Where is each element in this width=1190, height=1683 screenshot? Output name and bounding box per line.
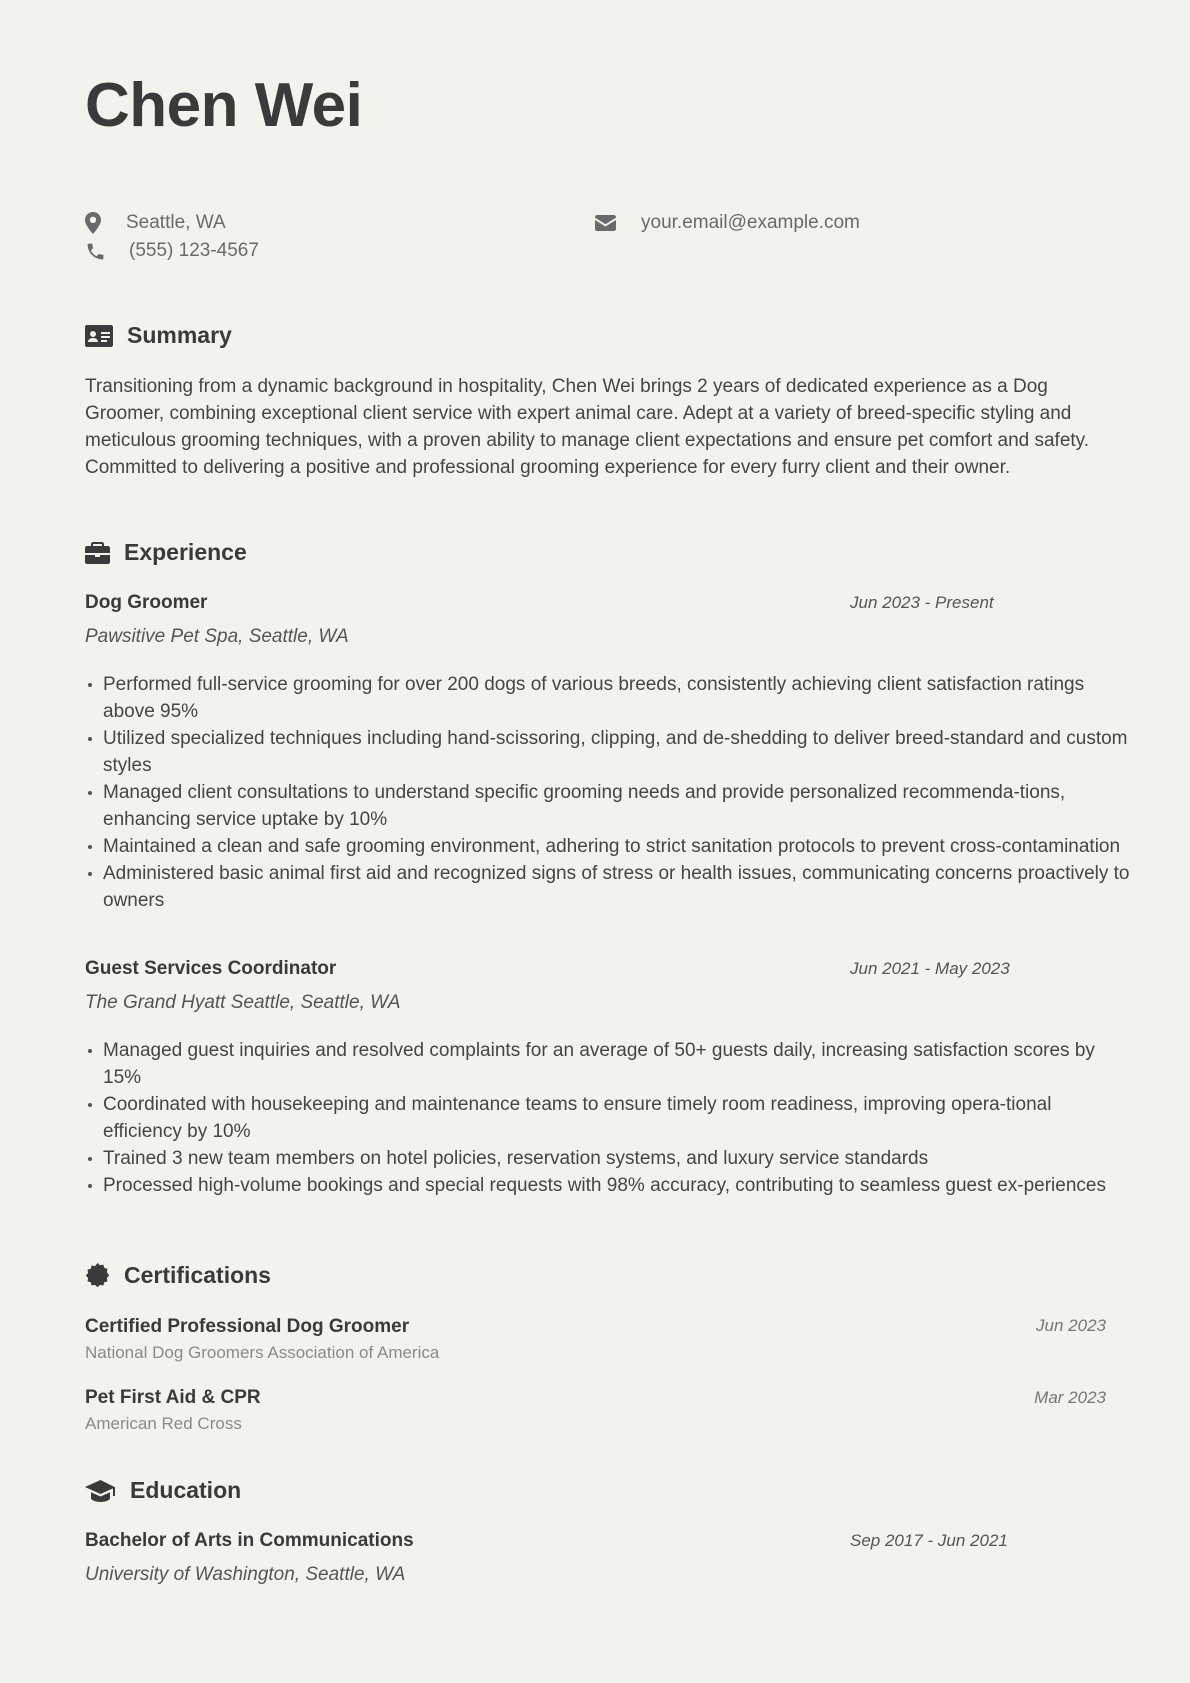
list-item: Utilized specialized techniques including hand-scissoring, clipping, and de-shedding to deliver breed-standard and custom styles — [103, 725, 1133, 779]
certifications-heading-text: Certifications — [124, 1262, 271, 1288]
list-item: Maintained a clean and safe grooming environment, adhering to strict sanitation protocols to prevent cross-contamination — [103, 833, 1133, 860]
list-item: Administered basic animal first aid and recognized signs of stress or health issues, communicating concerns proactively to owners — [103, 860, 1133, 914]
contact-location — [85, 212, 226, 234]
phone-text: (555) 123-4567 — [129, 240, 259, 261]
envelope-icon — [595, 215, 616, 231]
section-experience-heading — [85, 539, 247, 566]
location-text: Seattle, WA — [126, 212, 226, 233]
job-company: Pawsitive Pet Spa, Seattle, WA — [85, 626, 349, 647]
briefcase-icon — [85, 542, 110, 564]
job-dates: Jun 2023 - Present — [850, 593, 994, 612]
job-title: Dog Groomer — [85, 592, 208, 613]
list-item: Managed client consultations to understand specific grooming needs and provide personalized recommenda-tions, enhancing service uptake by 10% — [103, 779, 1133, 833]
summary-paragraph: Transitioning from a dynamic background in hospitality, Chen Wei brings 2 years of dedicated experience as a Dog Groomer, combining exceptional client service with expert animal care. Adept at a variety of breed-specific styling and meticulous grooming techniques, with a proven ability to manage client expectations and ensure pet comfort and safety. Committed to delivering a positive and professional grooming experience for every furry client and their owner. — [85, 376, 1090, 478]
candidate-name: Chen Wei — [85, 71, 363, 140]
list-item: Managed guest inquiries and resolved complaints for an average of 50+ guests daily, increasing satisfaction scores by 15% — [103, 1037, 1133, 1091]
job-bullets — [85, 671, 1133, 914]
email-text: your.email@example.com — [641, 212, 860, 233]
section-education-heading — [85, 1477, 241, 1504]
phone-icon — [85, 241, 106, 262]
job-company: The Grand Hyatt Seattle, Seattle, WA — [85, 992, 401, 1013]
section-summary-heading — [85, 322, 232, 349]
job-title: Guest Services Coordinator — [85, 958, 337, 979]
contact-email — [595, 212, 860, 234]
contact-phone — [85, 240, 259, 262]
section-certifications-heading — [85, 1262, 271, 1289]
degree-name: Bachelor of Arts in Communications — [85, 1530, 414, 1551]
cert-name: Pet First Aid & CPR — [85, 1387, 261, 1408]
experience-heading-text: Experience — [124, 539, 247, 565]
cert-date: Mar 2023 — [1034, 1388, 1106, 1407]
job-dates: Jun 2021 - May 2023 — [850, 959, 1010, 978]
job-bullets — [85, 1037, 1133, 1199]
school-name: University of Washington, Seattle, WA — [85, 1564, 406, 1585]
list-item: Coordinated with housekeeping and maintenance teams to ensure timely room readiness, improving opera-tional efficiency by 10% — [103, 1091, 1133, 1145]
graduation-cap-icon — [85, 1479, 116, 1503]
map-pin-icon — [85, 212, 101, 234]
id-card-icon — [85, 325, 113, 347]
cert-issuer: National Dog Groomers Association of America — [85, 1343, 440, 1362]
cert-issuer: American Red Cross — [85, 1414, 242, 1433]
cert-date: Jun 2023 — [1036, 1316, 1106, 1335]
education-heading-text: Education — [130, 1477, 242, 1503]
list-item: Processed high-volume bookings and special requests with 98% accuracy, contributing to seamless guest ex-periences — [103, 1172, 1133, 1199]
certificate-badge-icon — [85, 1263, 110, 1288]
education-dates: Sep 2017 - Jun 2021 — [850, 1531, 1008, 1550]
list-item: Performed full-service grooming for over 200 dogs of various breeds, consistently achieving client satisfaction ratings above 95% — [103, 671, 1133, 725]
list-item: Trained 3 new team members on hotel policies, reservation systems, and luxury service standards — [103, 1145, 1133, 1172]
summary-heading-text: Summary — [127, 322, 232, 348]
cert-name: Certified Professional Dog Groomer — [85, 1316, 410, 1337]
